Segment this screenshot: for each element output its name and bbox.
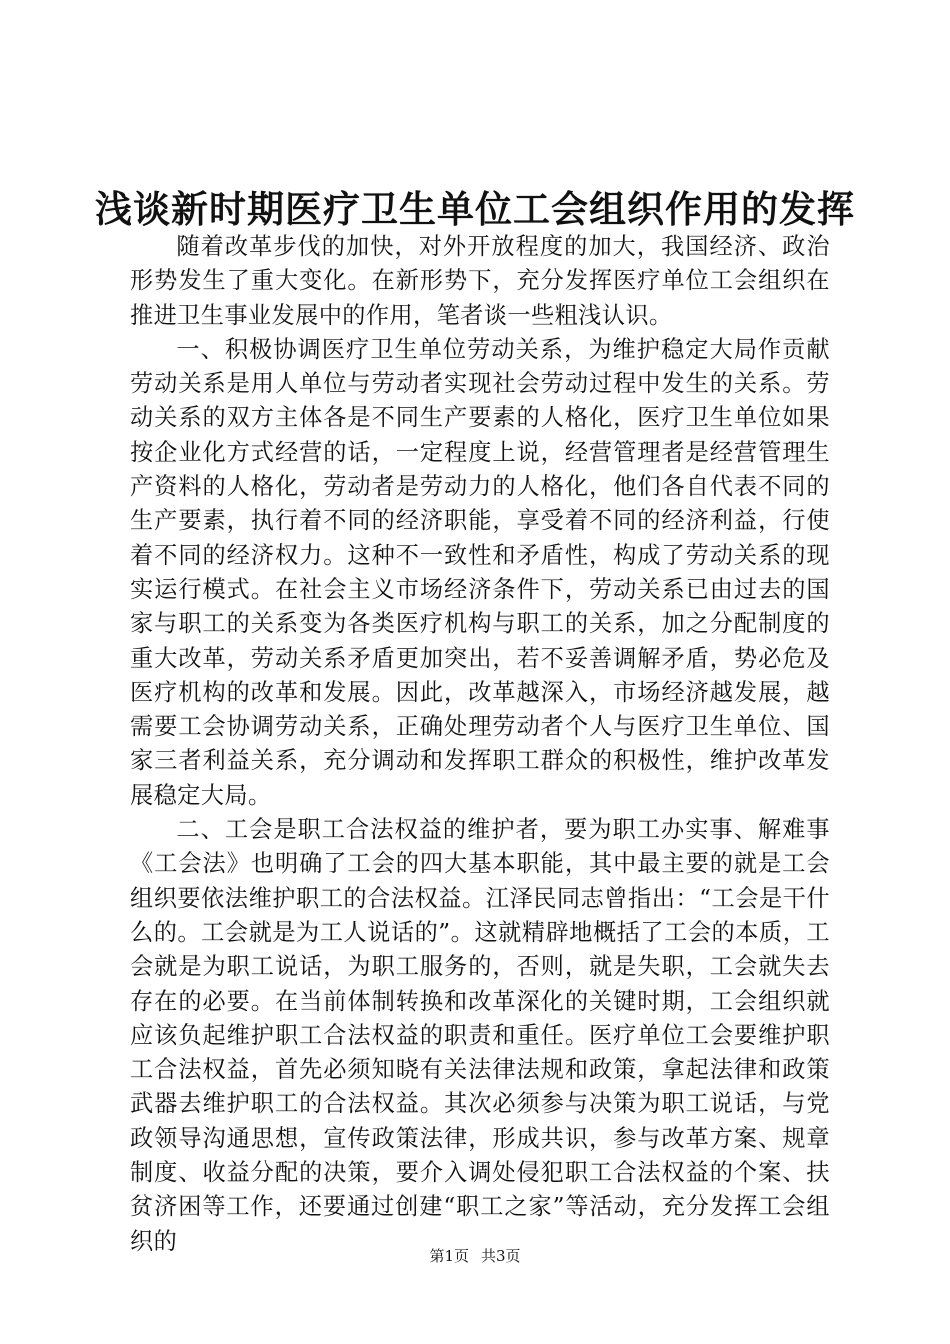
paragraph-section-one: 一、积极协调医疗卫生单位劳动关系，为维护稳定大局作贡献劳动关系是用人单位与劳动者实现社会劳动过程中发生的关系。劳动关系的双方主体各是不同生产要素的人格化，医疗卫生单位如果按企业化方式经营的话，一定程度上说，经营管理者是经营管理生产资料的人格化，劳动者是劳动力的人格化，他们各自代表不同的生产要素，执行着不同的经济职能，享受着不同的经济利益，行使着不同的经济权力。这种不一致性和矛盾性，构成了劳动关系的现实运行模式。在社会主义市场经济条件下，劳动关系已由过去的国家与职工的关系变为各类医疗机构与职工的关系，加之分配制度的重大改革，劳动关系矛盾更加突出，若不妥善调解矛盾，势必危及医疗机构的改革和发展。因此，改革越深入，市场经济越发展，越需要工会协调劳动关系，正确处理劳动者个人与医疗卫生单位、国家三者利益关系，充分调动和发挥职工群众的积极性，维护改革发展稳定大局。 — [130, 335, 830, 809]
page-number: 第1页 — [429, 1247, 469, 1265]
paragraph-section-two: 二、工会是职工合法权益的维护者，要为职工办实事、解难事《工会法》也明确了工会的四大基本职能，其中最主要的就是工会组织要依法维护职工的合法权益。江泽民同志曾指出：“工会是干什么的。工会就是为工人说话的”。这就精辟地概括了工会的本质，工会就是为职工说话，为职工服务的，否则，就是失职，工会就失去存在的必要。在当前体制转换和改革深化的关键时期，工会组织就应该负起维护职工合法权益的职责和重任。医疗单位工会要维护职工合法权益，首先必须知晓有关法律法规和政策，拿起法律和政策武器去维护职工的合法权益。其次必须参与决策为职工说话，与党政领导沟通思想，宣传政策法律，形成共识，参与改革方案、规章制度、收益分配的决策，要介入调处侵犯职工合法权益的个案、扶贫济困等工作，还要通过创建“职工之家”等活动，充分发挥工会组织的 — [130, 816, 830, 1255]
paragraph-intro: 随着改革步伐的加快，对外开放程度的加大，我国经济、政治形势发生了重大变化。在新形势下，充分发挥医疗单位工会组织在推进卫生事业发展中的作用，笔者谈一些粗浅认识。 — [130, 233, 830, 329]
document-title: 浅谈新时期医疗卫生单位工会组织作用的发挥 — [95, 187, 855, 231]
page-footer — [0, 1246, 950, 1266]
page-total: 共3页 — [481, 1247, 521, 1265]
document-body — [130, 230, 830, 1259]
